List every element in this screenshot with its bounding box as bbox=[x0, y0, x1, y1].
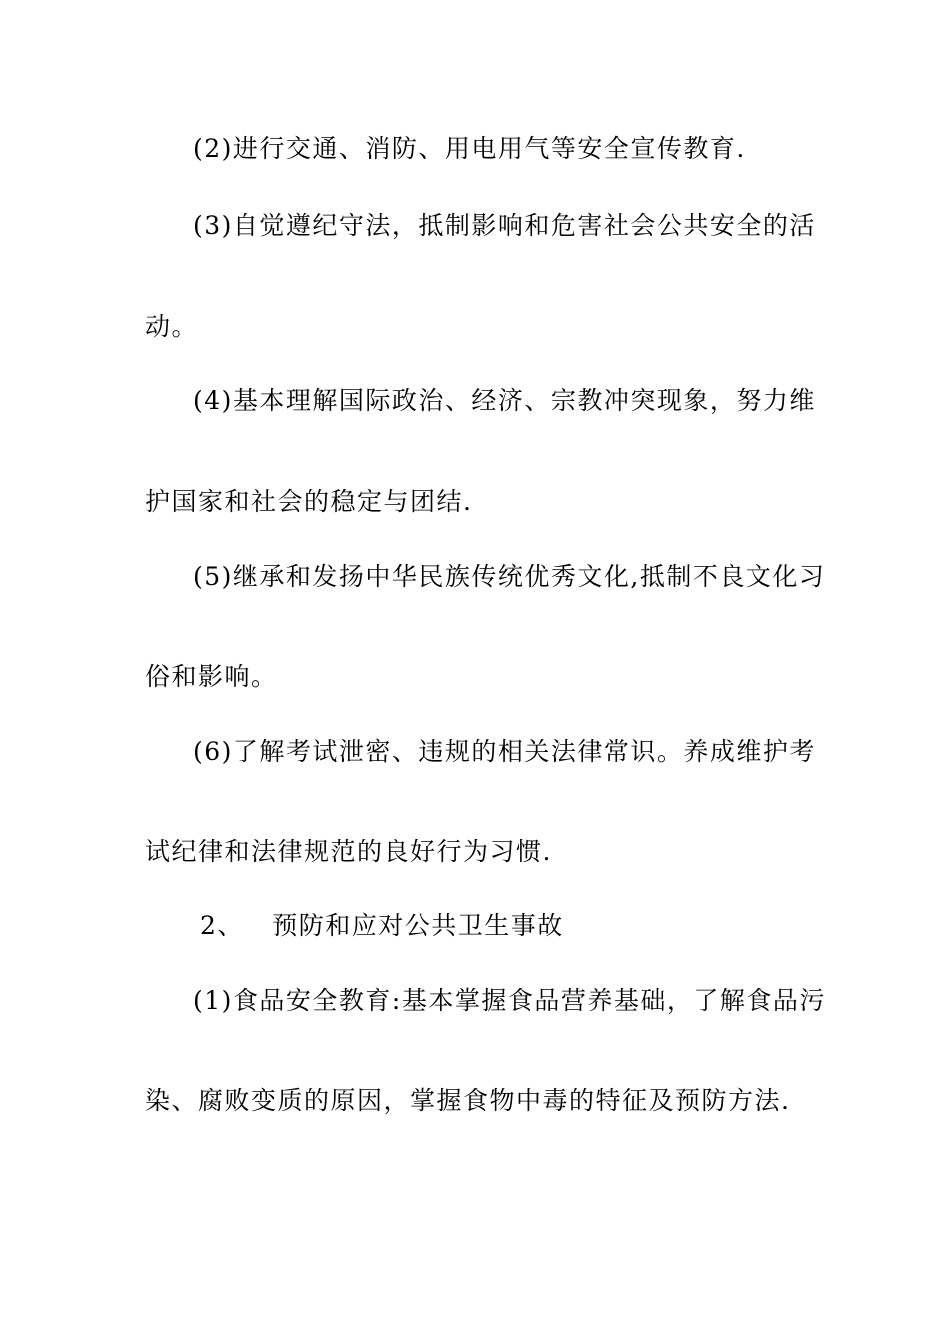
paragraph-item-3-continued: 动。 bbox=[145, 312, 199, 341]
paragraph-item-6: (6)了解考试泄密、违规的相关法律常识。养成维护考 bbox=[193, 737, 816, 766]
paragraph-item-6-continued: 试纪律和法律规范的良好行为习惯. bbox=[145, 837, 552, 866]
paragraph-item-4: (4)基本理解国际政治、经济、宗教冲突现象，努力维 bbox=[193, 386, 816, 415]
paragraph-item-5: (5)继承和发扬中华民族传统优秀文化,抵制不良文化习 bbox=[193, 562, 826, 591]
paragraph-item-2: (2)进行交通、消防、用电用气等安全宣传教育. bbox=[193, 134, 746, 163]
paragraph-item-4-continued: 护国家和社会的稳定与团结. bbox=[145, 487, 473, 516]
paragraph-item-1: (1)食品安全教育:基本掌握食品营养基础，了解食品污 bbox=[193, 986, 826, 1015]
paragraph-item-5-continued: 俗和影响。 bbox=[145, 662, 278, 691]
section-heading-2: 2、 预防和应对公共卫生事故 bbox=[200, 911, 564, 940]
paragraph-item-3: (3)自觉遵纪守法，抵制影响和危害社会公共安全的活 bbox=[193, 211, 816, 240]
paragraph-item-1-continued: 染、腐败变质的原因，掌握食物中毒的特征及预防方法. bbox=[145, 1086, 791, 1115]
